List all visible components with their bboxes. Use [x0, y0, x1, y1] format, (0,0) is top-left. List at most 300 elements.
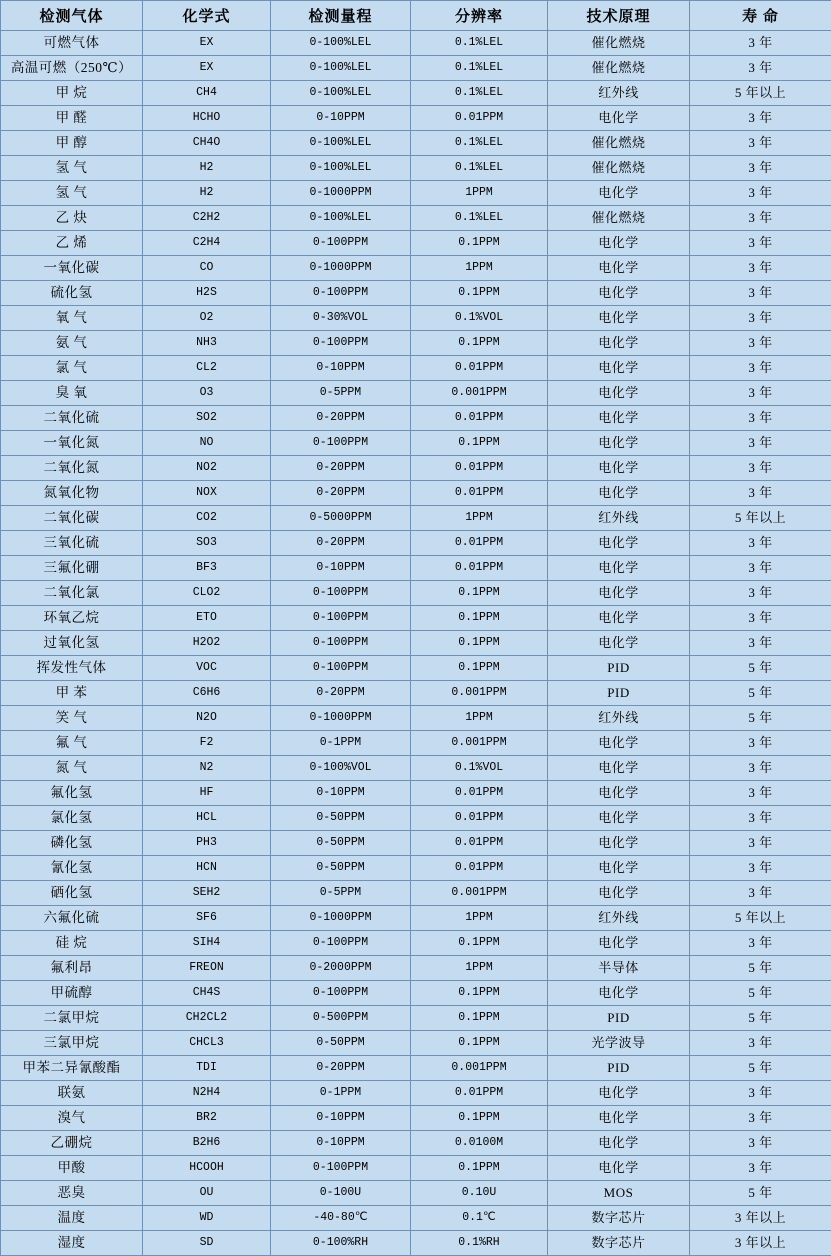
table-row — [1, 606, 831, 631]
cell-range: 0-100PPM — [271, 331, 411, 356]
table-row — [1, 56, 831, 81]
table-row — [1, 181, 831, 206]
cell-formula: BR2 — [143, 1106, 271, 1131]
cell-range: 0-10PPM — [271, 1131, 411, 1156]
cell-range: 0-5000PPM — [271, 506, 411, 531]
table-row — [1, 1106, 831, 1131]
cell-formula: SF6 — [143, 906, 271, 931]
cell-lifetime: 3 年 — [690, 306, 831, 331]
cell-gas-name: 湿度 — [1, 1231, 143, 1256]
table-row — [1, 906, 831, 931]
cell-gas-name: 乙 烯 — [1, 231, 143, 256]
table-row — [1, 1131, 831, 1156]
cell-technology: 电化学 — [548, 756, 690, 781]
cell-formula: CL2 — [143, 356, 271, 381]
column-header-range: 检测量程 — [271, 1, 411, 31]
cell-range: 0-100PPM — [271, 931, 411, 956]
cell-resolution: 0.1℃ — [411, 1206, 548, 1231]
cell-resolution: 0.001PPM — [411, 681, 548, 706]
cell-formula: H2S — [143, 281, 271, 306]
cell-range: 0-5PPM — [271, 381, 411, 406]
cell-range: 0-100%LEL — [271, 156, 411, 181]
cell-formula: C2H2 — [143, 206, 271, 231]
table-row — [1, 431, 831, 456]
cell-formula: CO — [143, 256, 271, 281]
cell-technology: 电化学 — [548, 556, 690, 581]
cell-resolution: 0.1%RH — [411, 1231, 548, 1256]
cell-gas-name: 二氯甲烷 — [1, 1006, 143, 1031]
cell-range: 0-1000PPM — [271, 256, 411, 281]
cell-gas-name: 挥发性气体 — [1, 656, 143, 681]
cell-resolution: 0.1%LEL — [411, 131, 548, 156]
cell-technology: PID — [548, 1056, 690, 1081]
cell-resolution: 0.1PPM — [411, 1031, 548, 1056]
cell-lifetime: 3 年 — [690, 531, 831, 556]
cell-range: 0-100PPM — [271, 281, 411, 306]
table-row — [1, 281, 831, 306]
cell-lifetime: 3 年 — [690, 1106, 831, 1131]
cell-resolution: 0.0100M — [411, 1131, 548, 1156]
cell-resolution: 0.01PPM — [411, 456, 548, 481]
cell-range: 0-100%LEL — [271, 206, 411, 231]
cell-gas-name: 一氧化碳 — [1, 256, 143, 281]
cell-range: 0-50PPM — [271, 831, 411, 856]
cell-lifetime: 5 年 — [690, 1006, 831, 1031]
cell-lifetime: 3 年 — [690, 806, 831, 831]
cell-formula: HCN — [143, 856, 271, 881]
cell-resolution: 0.01PPM — [411, 831, 548, 856]
cell-resolution: 0.1%LEL — [411, 156, 548, 181]
cell-range: 0-50PPM — [271, 806, 411, 831]
cell-range: 0-100%LEL — [271, 31, 411, 56]
cell-lifetime: 3 年 — [690, 356, 831, 381]
cell-resolution: 0.01PPM — [411, 356, 548, 381]
table-body — [1, 31, 831, 1256]
cell-formula: CH4 — [143, 81, 271, 106]
cell-formula: PH3 — [143, 831, 271, 856]
cell-range: 0-100PPM — [271, 431, 411, 456]
cell-lifetime: 3 年 — [690, 781, 831, 806]
cell-gas-name: 臭 氧 — [1, 381, 143, 406]
cell-lifetime: 5 年 — [690, 956, 831, 981]
table-row — [1, 81, 831, 106]
cell-formula: CH2CL2 — [143, 1006, 271, 1031]
cell-lifetime: 3 年 — [690, 206, 831, 231]
cell-technology: 数字芯片 — [548, 1231, 690, 1256]
cell-lifetime: 3 年 — [690, 931, 831, 956]
cell-lifetime: 3 年 — [690, 156, 831, 181]
cell-lifetime: 3 年 — [690, 131, 831, 156]
cell-technology: 电化学 — [548, 931, 690, 956]
cell-range: 0-100PPM — [271, 1156, 411, 1181]
cell-resolution: 0.01PPM — [411, 856, 548, 881]
cell-gas-name: 二氧化硫 — [1, 406, 143, 431]
cell-formula: VOC — [143, 656, 271, 681]
cell-resolution: 0.1PPM — [411, 656, 548, 681]
cell-resolution: 0.01PPM — [411, 106, 548, 131]
cell-technology: PID — [548, 1006, 690, 1031]
cell-range: 0-10PPM — [271, 1106, 411, 1131]
table-row — [1, 131, 831, 156]
cell-gas-name: 甲酸 — [1, 1156, 143, 1181]
cell-formula: N2O — [143, 706, 271, 731]
cell-range: -40-80℃ — [271, 1206, 411, 1231]
cell-gas-name: 六氟化硫 — [1, 906, 143, 931]
cell-resolution: 0.1PPM — [411, 331, 548, 356]
cell-technology: PID — [548, 656, 690, 681]
table-row — [1, 1031, 831, 1056]
cell-formula: NH3 — [143, 331, 271, 356]
cell-formula: TDI — [143, 1056, 271, 1081]
cell-resolution: 1PPM — [411, 181, 548, 206]
cell-formula: EX — [143, 31, 271, 56]
cell-resolution: 0.01PPM — [411, 806, 548, 831]
cell-resolution: 0.1%VOL — [411, 306, 548, 331]
cell-gas-name: 过氧化氢 — [1, 631, 143, 656]
cell-technology: 电化学 — [548, 356, 690, 381]
cell-formula: C6H6 — [143, 681, 271, 706]
cell-technology: 电化学 — [548, 406, 690, 431]
table-row — [1, 1206, 831, 1231]
cell-gas-name: 三氧化硫 — [1, 531, 143, 556]
cell-technology: 红外线 — [548, 81, 690, 106]
cell-gas-name: 高温可燃（250℃） — [1, 56, 143, 81]
cell-formula: SO2 — [143, 406, 271, 431]
cell-range: 0-100U — [271, 1181, 411, 1206]
table-header — [1, 1, 831, 31]
cell-resolution: 0.1PPM — [411, 631, 548, 656]
cell-lifetime: 3 年 — [690, 831, 831, 856]
cell-gas-name: 乙 炔 — [1, 206, 143, 231]
cell-resolution: 0.001PPM — [411, 881, 548, 906]
cell-lifetime: 3 年 — [690, 1081, 831, 1106]
table-row — [1, 331, 831, 356]
cell-gas-name: 二氧化氯 — [1, 581, 143, 606]
cell-technology: 电化学 — [548, 581, 690, 606]
cell-lifetime: 3 年 — [690, 56, 831, 81]
cell-formula: HF — [143, 781, 271, 806]
table-row — [1, 706, 831, 731]
cell-formula: SD — [143, 1231, 271, 1256]
cell-lifetime: 3 年 — [690, 181, 831, 206]
cell-lifetime: 3 年 — [690, 556, 831, 581]
cell-gas-name: 氟化氢 — [1, 781, 143, 806]
cell-formula: FREON — [143, 956, 271, 981]
cell-formula: H2 — [143, 156, 271, 181]
cell-resolution: 0.01PPM — [411, 1081, 548, 1106]
cell-lifetime: 3 年 — [690, 731, 831, 756]
table-row — [1, 756, 831, 781]
cell-gas-name: 甲 醛 — [1, 106, 143, 131]
cell-formula: O3 — [143, 381, 271, 406]
cell-gas-name: 硫化氢 — [1, 281, 143, 306]
cell-formula: OU — [143, 1181, 271, 1206]
cell-resolution: 0.1%LEL — [411, 206, 548, 231]
column-header-technology: 技术原理 — [548, 1, 690, 31]
cell-resolution: 0.1PPM — [411, 981, 548, 1006]
cell-gas-name: 二氧化碳 — [1, 506, 143, 531]
cell-lifetime: 3 年 — [690, 381, 831, 406]
cell-gas-name: 二氧化氮 — [1, 456, 143, 481]
cell-lifetime: 5 年 — [690, 681, 831, 706]
cell-range: 0-30%VOL — [271, 306, 411, 331]
cell-technology: 红外线 — [548, 506, 690, 531]
cell-lifetime: 5 年 — [690, 706, 831, 731]
cell-gas-name: 氨 气 — [1, 331, 143, 356]
cell-resolution: 0.01PPM — [411, 531, 548, 556]
table-row — [1, 1081, 831, 1106]
cell-range: 0-1000PPM — [271, 706, 411, 731]
table-row — [1, 231, 831, 256]
cell-formula: NOX — [143, 481, 271, 506]
cell-resolution: 0.1PPM — [411, 1006, 548, 1031]
cell-resolution: 0.01PPM — [411, 556, 548, 581]
cell-range: 0-100%LEL — [271, 131, 411, 156]
cell-lifetime: 5 年以上 — [690, 81, 831, 106]
cell-gas-name: 甲苯二异氰酸酯 — [1, 1056, 143, 1081]
cell-range: 0-20PPM — [271, 531, 411, 556]
table-row — [1, 1006, 831, 1031]
cell-technology: 电化学 — [548, 231, 690, 256]
cell-gas-name: 硅 烷 — [1, 931, 143, 956]
cell-range: 0-5PPM — [271, 881, 411, 906]
cell-formula: CH4S — [143, 981, 271, 1006]
cell-lifetime: 3 年 — [690, 431, 831, 456]
table-row — [1, 1056, 831, 1081]
cell-gas-name: 氟利昂 — [1, 956, 143, 981]
table-row — [1, 31, 831, 56]
cell-formula: ETO — [143, 606, 271, 631]
table-row — [1, 1156, 831, 1181]
table-row — [1, 956, 831, 981]
cell-resolution: 0.1PPM — [411, 231, 548, 256]
table-row — [1, 256, 831, 281]
cell-lifetime: 3 年 — [690, 406, 831, 431]
cell-range: 0-20PPM — [271, 406, 411, 431]
cell-gas-name: 可燃气体 — [1, 31, 143, 56]
cell-technology: 催化燃烧 — [548, 56, 690, 81]
cell-lifetime: 3 年 — [690, 1131, 831, 1156]
cell-technology: 电化学 — [548, 806, 690, 831]
cell-gas-name: 氯 气 — [1, 356, 143, 381]
cell-range: 0-20PPM — [271, 681, 411, 706]
cell-formula: CH4O — [143, 131, 271, 156]
table-row — [1, 631, 831, 656]
cell-gas-name: 氮氧化物 — [1, 481, 143, 506]
cell-range: 0-10PPM — [271, 356, 411, 381]
cell-technology: 催化燃烧 — [548, 131, 690, 156]
cell-resolution: 0.01PPM — [411, 481, 548, 506]
cell-technology: 电化学 — [548, 1131, 690, 1156]
cell-lifetime: 3 年 — [690, 1156, 831, 1181]
cell-range: 0-50PPM — [271, 1031, 411, 1056]
cell-range: 0-10PPM — [271, 106, 411, 131]
cell-lifetime: 3 年 — [690, 256, 831, 281]
cell-formula: EX — [143, 56, 271, 81]
cell-range: 0-100%VOL — [271, 756, 411, 781]
cell-resolution: 0.001PPM — [411, 1056, 548, 1081]
cell-range: 0-1PPM — [271, 731, 411, 756]
cell-technology: 红外线 — [548, 706, 690, 731]
cell-gas-name: 磷化氢 — [1, 831, 143, 856]
table-row — [1, 681, 831, 706]
table-row — [1, 856, 831, 881]
table-row — [1, 456, 831, 481]
table-row — [1, 506, 831, 531]
cell-technology: 光学波导 — [548, 1031, 690, 1056]
cell-range: 0-10PPM — [271, 781, 411, 806]
cell-formula: N2 — [143, 756, 271, 781]
table-row — [1, 406, 831, 431]
cell-lifetime: 5 年 — [690, 1181, 831, 1206]
cell-technology: 电化学 — [548, 631, 690, 656]
cell-gas-name: 温度 — [1, 1206, 143, 1231]
cell-range: 0-100PPM — [271, 606, 411, 631]
column-header-lifetime: 寿 命 — [690, 1, 831, 31]
cell-lifetime: 5 年 — [690, 656, 831, 681]
cell-gas-name: 甲硫醇 — [1, 981, 143, 1006]
cell-resolution: 0.1%VOL — [411, 756, 548, 781]
cell-gas-name: 一氧化氮 — [1, 431, 143, 456]
cell-technology: 电化学 — [548, 381, 690, 406]
cell-gas-name: 恶臭 — [1, 1181, 143, 1206]
table-row — [1, 931, 831, 956]
table-row — [1, 381, 831, 406]
column-header-formula: 化学式 — [143, 1, 271, 31]
cell-resolution: 0.1%LEL — [411, 56, 548, 81]
cell-formula: HCOOH — [143, 1156, 271, 1181]
cell-gas-name: 环氧乙烷 — [1, 606, 143, 631]
cell-formula: BF3 — [143, 556, 271, 581]
table-row — [1, 881, 831, 906]
table-header-row — [1, 1, 831, 31]
cell-technology: 电化学 — [548, 331, 690, 356]
cell-technology: 数字芯片 — [548, 1206, 690, 1231]
cell-resolution: 0.1PPM — [411, 1156, 548, 1181]
cell-resolution: 1PPM — [411, 906, 548, 931]
cell-gas-name: 氢 气 — [1, 181, 143, 206]
cell-formula: NO2 — [143, 456, 271, 481]
cell-gas-name: 氟 气 — [1, 731, 143, 756]
cell-lifetime: 3 年 — [690, 106, 831, 131]
cell-technology: 电化学 — [548, 731, 690, 756]
cell-technology: 电化学 — [548, 306, 690, 331]
cell-resolution: 0.1PPM — [411, 1106, 548, 1131]
cell-formula: CHCL3 — [143, 1031, 271, 1056]
cell-range: 0-100PPM — [271, 231, 411, 256]
cell-formula: SIH4 — [143, 931, 271, 956]
cell-formula: NO — [143, 431, 271, 456]
cell-technology: 电化学 — [548, 531, 690, 556]
cell-resolution: 0.1%LEL — [411, 31, 548, 56]
cell-gas-name: 三氟化硼 — [1, 556, 143, 581]
cell-formula: O2 — [143, 306, 271, 331]
cell-technology: 电化学 — [548, 481, 690, 506]
table-row — [1, 156, 831, 181]
table-row — [1, 531, 831, 556]
cell-lifetime: 3 年 — [690, 456, 831, 481]
cell-formula: H2O2 — [143, 631, 271, 656]
cell-formula: N2H4 — [143, 1081, 271, 1106]
cell-gas-name: 笑 气 — [1, 706, 143, 731]
cell-technology: 电化学 — [548, 1156, 690, 1181]
cell-technology: 电化学 — [548, 431, 690, 456]
cell-lifetime: 3 年 — [690, 631, 831, 656]
cell-lifetime: 3 年 — [690, 281, 831, 306]
cell-resolution: 0.001PPM — [411, 381, 548, 406]
cell-lifetime: 3 年 — [690, 756, 831, 781]
cell-technology: 电化学 — [548, 981, 690, 1006]
cell-technology: 电化学 — [548, 1081, 690, 1106]
cell-gas-name: 联氨 — [1, 1081, 143, 1106]
cell-lifetime: 3 年以上 — [690, 1231, 831, 1256]
cell-formula: HCL — [143, 806, 271, 831]
cell-resolution: 0.01PPM — [411, 406, 548, 431]
cell-lifetime: 3 年 — [690, 331, 831, 356]
cell-technology: MOS — [548, 1181, 690, 1206]
cell-gas-name: 氮 气 — [1, 756, 143, 781]
cell-technology: 半导体 — [548, 956, 690, 981]
cell-gas-name: 甲 苯 — [1, 681, 143, 706]
cell-lifetime: 3 年 — [690, 606, 831, 631]
cell-lifetime: 5 年 — [690, 981, 831, 1006]
cell-gas-name: 溴气 — [1, 1106, 143, 1131]
cell-range: 0-100PPM — [271, 981, 411, 1006]
cell-gas-name: 氢 气 — [1, 156, 143, 181]
cell-range: 0-100%LEL — [271, 81, 411, 106]
cell-range: 0-500PPM — [271, 1006, 411, 1031]
table-row — [1, 106, 831, 131]
cell-technology: 电化学 — [548, 831, 690, 856]
cell-lifetime: 3 年以上 — [690, 1206, 831, 1231]
cell-technology: 电化学 — [548, 781, 690, 806]
cell-range: 0-20PPM — [271, 1056, 411, 1081]
cell-technology: 催化燃烧 — [548, 31, 690, 56]
cell-formula: SO3 — [143, 531, 271, 556]
cell-formula: C2H4 — [143, 231, 271, 256]
table-row — [1, 1231, 831, 1256]
cell-gas-name: 氰化氢 — [1, 856, 143, 881]
cell-technology: 电化学 — [548, 456, 690, 481]
cell-technology: 电化学 — [548, 1106, 690, 1131]
cell-range: 0-50PPM — [271, 856, 411, 881]
cell-gas-name: 硒化氢 — [1, 881, 143, 906]
cell-formula: F2 — [143, 731, 271, 756]
cell-formula: HCHO — [143, 106, 271, 131]
cell-lifetime: 5 年 — [690, 1056, 831, 1081]
cell-lifetime: 3 年 — [690, 1031, 831, 1056]
cell-formula: SEH2 — [143, 881, 271, 906]
cell-resolution: 1PPM — [411, 256, 548, 281]
cell-gas-name: 乙硼烷 — [1, 1131, 143, 1156]
cell-lifetime: 3 年 — [690, 856, 831, 881]
table-row — [1, 306, 831, 331]
cell-resolution: 0.1PPM — [411, 431, 548, 456]
table-row — [1, 831, 831, 856]
cell-gas-name: 甲 烷 — [1, 81, 143, 106]
table-row — [1, 806, 831, 831]
cell-lifetime: 3 年 — [690, 231, 831, 256]
table-row — [1, 656, 831, 681]
table-row — [1, 556, 831, 581]
table-row — [1, 981, 831, 1006]
cell-range: 0-1000PPM — [271, 181, 411, 206]
cell-lifetime: 3 年 — [690, 881, 831, 906]
cell-formula: WD — [143, 1206, 271, 1231]
cell-technology: 电化学 — [548, 256, 690, 281]
cell-formula: CLO2 — [143, 581, 271, 606]
table-row — [1, 206, 831, 231]
